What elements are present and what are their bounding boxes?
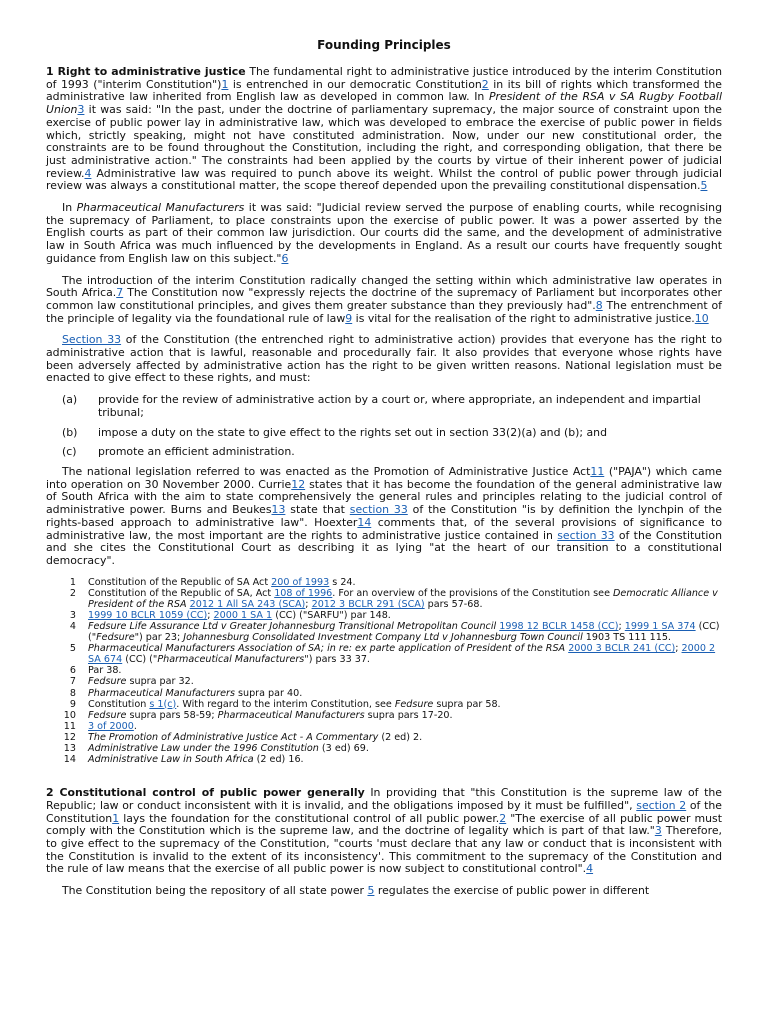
text-run: of the Constitution "is by definition the lynchpin of the rights-based approach to administrative law". Hoexter: [46, 503, 723, 529]
text-run: of the Constitution and she cites the Constitutional Court as describing it as lying "at the heart of our transition to a constitutional democracy".: [46, 528, 722, 567]
footnote-number: 1: [69, 576, 76, 588]
text-run: 1903 TS 111 115.: [582, 632, 671, 644]
list-item-b: [46, 427, 722, 440]
footnote-text: [88, 743, 722, 754]
text-run: it was said: "Judicial review served the purpose of enabling courts, while recognising the supremacy of Parliament, to place constraints upon the exercise of public power. It was a power asserted by the English courts as part of their common law jurisdiction. Our courts did the same, and the development of administrative law in South Africa was much influenced by the developments in England. As a result our courts have frequently sought guidance from English law on this subject.": [46, 201, 722, 265]
s1-paragraph-4: [46, 334, 722, 385]
reference-link[interactable]: 200 of 1993: [271, 576, 330, 588]
italic-text: Johannesburg Consolidated Investment Company Ltd v Johannesburg Town Council: [183, 632, 583, 644]
reference-link[interactable]: 2: [481, 77, 489, 91]
text-run: In providing that "this Constitution is the supreme law of the Republic; law or conduct inconsistent with it is invalid, and the obligations imposed by it must be fulfilled",: [46, 786, 722, 812]
footnote-text: [88, 754, 722, 765]
text-run: (CC) ("SARFU") par 148.: [272, 609, 391, 621]
reference-link[interactable]: 3: [654, 824, 662, 838]
text-run: of the Constitution: [46, 798, 722, 825]
text-run: (2 ed) 2.: [378, 731, 423, 743]
footnote-item: [46, 754, 722, 765]
text-run: Constitution of the Republic of SA, Act: [88, 587, 275, 599]
text-run: (CC) (": [122, 654, 158, 666]
italic-text: Pharmaceutical Manufacturers: [76, 201, 245, 215]
reference-link[interactable]: 4: [586, 862, 594, 876]
s1-paragraph-1: [46, 66, 722, 193]
reference-link[interactable]: 1998 12 BCLR 1458 (CC): [499, 620, 619, 632]
footnote-text: [88, 721, 722, 732]
italic-text: Pharmaceutical Manufacturers: [157, 654, 305, 666]
reference-link[interactable]: 4: [84, 166, 92, 180]
footnote-item: [46, 643, 722, 665]
footnote-number: 8: [69, 687, 76, 699]
text-run: Administrative law was required to punch above its weight. Whilst the control of public power through judicial review was always a constitutional matter, the scope thereof depended upon the prevailing constitutional dispensation.: [46, 166, 722, 193]
footnote-text: [88, 676, 722, 687]
italic-text: Fedsure: [96, 632, 135, 644]
list-item-text: promote an efficient administration.: [98, 445, 295, 459]
text-run: supra par 32.: [126, 676, 194, 688]
text-run: The introduction of the interim Constitution radically changed the setting within which administrative law operates in South Africa.: [46, 273, 722, 300]
footnote-text: [88, 610, 722, 621]
footnote-item: [46, 577, 722, 588]
text-run: . With regard to the interim Constitution, see: [176, 698, 395, 710]
text-run: pars 57-68.: [424, 598, 483, 610]
footnote-item: [46, 621, 722, 643]
reference-link[interactable]: 2000 3 BCLR 241 (CC): [568, 643, 676, 655]
footnote-text: [88, 665, 722, 676]
s2-paragraph-1: [46, 787, 722, 876]
text-run: ;: [207, 609, 214, 621]
footnote-text: [88, 710, 722, 721]
text-run: (CC) (": [88, 620, 720, 644]
s1-paragraph-5: [46, 466, 722, 568]
italic-text: Fedsure: [88, 709, 127, 721]
reference-link[interactable]: 2012 3 BCLR 291 (SCA): [311, 598, 425, 610]
list-item-label: (b): [62, 425, 78, 439]
footnote-text: [88, 688, 722, 699]
reference-link[interactable]: 2: [499, 811, 507, 825]
text-run: in its bill of rights which transformed the administrative law inherited from English law as developed in common law. In: [46, 77, 723, 104]
footnote-item: [46, 721, 722, 732]
footnote-text: [88, 621, 722, 643]
reference-link[interactable]: 2000 2 SA 674: [88, 643, 716, 666]
footnote-number: 2: [69, 587, 76, 599]
italic-text: Administrative Law under the 1996 Constitution: [88, 743, 319, 755]
section-1-heading: 1 Right to administrative justice: [46, 65, 246, 78]
text-run: ;: [618, 620, 625, 632]
footnote-item: [46, 688, 722, 699]
page-title: Founding Principles: [317, 38, 451, 52]
italic-text: Fedsure Life Assurance Ltd v Greater Johannesburg Transitional Metropolitan Council: [88, 620, 497, 632]
reference-link[interactable]: 108 of 1996: [274, 587, 333, 599]
reference-link[interactable]: 8: [595, 298, 603, 312]
text-run: The entrenchment of the principle of legality via the foundational rule of law: [46, 298, 722, 325]
reference-link[interactable]: Section 33: [62, 333, 122, 347]
reference-link[interactable]: 13: [271, 503, 286, 517]
text-run: supra pars 17-20.: [364, 709, 453, 721]
footnote-number: 12: [63, 731, 76, 743]
text-run: supra par 58.: [433, 698, 501, 710]
reference-link[interactable]: 1: [221, 77, 229, 91]
italic-text: President of the RSA v SA Rugby Football Union: [46, 90, 722, 117]
footnote-item: [46, 676, 722, 687]
list-item-a: [46, 394, 722, 419]
footnote-item: [46, 588, 722, 610]
text-run: ;: [675, 643, 682, 655]
s1-paragraph-2: [46, 202, 722, 266]
footnote-number: 7: [69, 676, 76, 688]
text-run: The national legislation referred to was enacted as the Promotion of Administrative Justice Act: [62, 464, 591, 478]
footnote-item: [46, 610, 722, 621]
text-run: state that: [285, 503, 350, 517]
text-run: Constitution of the Republic of SA Act: [88, 576, 272, 588]
footnote-number: 3: [69, 609, 76, 621]
text-run: In: [62, 201, 77, 215]
list-item-c: [46, 446, 722, 459]
italic-text: The Promotion of Administrative Justice Act - A Commentary: [88, 731, 379, 743]
footnote-number: 14: [63, 754, 76, 766]
italic-text: Fedsure: [88, 676, 127, 688]
text-run: Constitution: [88, 698, 150, 710]
footnote-text: [88, 577, 722, 588]
list-item-label: (c): [62, 445, 77, 459]
list-item-text: impose a duty on the state to give effect to the rights set out in section 33(2)(a) and (b); and: [98, 425, 607, 439]
footnote-text: [88, 643, 722, 665]
reference-link[interactable]: 1999 10 BCLR 1059 (CC): [88, 609, 208, 621]
text-run: is vital for the realisation of the right to administrative justice.: [352, 311, 695, 325]
reference-link[interactable]: s 1(c): [149, 698, 177, 710]
reference-link[interactable]: 5: [367, 884, 375, 898]
text-run: Therefore, to give effect to the supremacy of the Constitution, "courts 'must declare that any law or conduct that is inconsistent with the Constitution is invalid to the extent of its inconsistency'. This commitment to the supremacy of the Constitution and the rule of law means that the exercise of all public power is now subject to constitutional control".: [46, 824, 722, 876]
list-item-label: (a): [62, 393, 78, 407]
text-run: supra pars 58-59;: [126, 709, 218, 721]
footnote-item: [46, 743, 722, 754]
text-run: states that it has become the foundation of the general administrative law of South Africa with the aim to state comprehensively the general rules and principles relating to the judicial control of administrative power. Burns and Beukes: [46, 477, 722, 517]
s2-paragraph-2: [46, 885, 722, 898]
reference-link[interactable]: 1999 1 SA 374: [624, 620, 696, 632]
footnote-text: [88, 699, 722, 710]
reference-link[interactable]: 12: [291, 477, 306, 491]
reference-link[interactable]: section 33: [557, 528, 615, 542]
reference-link[interactable]: 3 of 2000: [88, 720, 134, 732]
footnote-number: 13: [63, 743, 76, 755]
reference-link[interactable]: 11: [590, 464, 605, 478]
footnote-number: 10: [63, 709, 76, 721]
text-run: The fundamental right to administrative justice introduced by the interim Constitution of 1993 ("interim Constitution"): [46, 65, 722, 91]
reference-link[interactable]: section 33: [349, 503, 408, 517]
footnote-item: [46, 710, 722, 721]
footnote-text: [88, 732, 722, 743]
text-run: (2 ed) 16.: [253, 754, 304, 766]
footnote-number: 6: [69, 665, 76, 677]
footnote-number: 4: [69, 620, 76, 632]
text-run: supra par 40.: [234, 687, 303, 699]
text-run: s 24.: [329, 576, 356, 588]
reference-link[interactable]: section 2: [636, 798, 687, 812]
reference-link[interactable]: 7: [116, 286, 124, 300]
italic-text: Pharmaceutical Manufacturers Association of SA; in re: ex parte application of President of the RSA: [88, 643, 566, 655]
list-item-text: provide for the review of administrative action by a court or, where appropriate, an independent and impartial tribunal;: [98, 393, 701, 419]
reference-link[interactable]: 1: [112, 811, 120, 825]
reference-link[interactable]: 2000 1 SA 1: [213, 609, 273, 621]
footnote-number: 11: [63, 720, 76, 732]
italic-text: Fedsure: [394, 698, 434, 710]
reference-link[interactable]: 3: [77, 103, 85, 117]
text-run: ;: [305, 598, 312, 610]
footnote-text: [88, 588, 722, 610]
text-run: The Constitution being the repository of all state power: [62, 884, 368, 898]
text-run: The Constitution now "expressly rejects the doctrine of the supremacy of Parliament but incorporates other common law constitutional principles, and gives them greater substance than they previously had".: [46, 286, 722, 312]
footnote-item: [46, 699, 722, 710]
text-run: of the Constitution (the entrenched right to administrative action) provides that everyone has the right to administrative action that is lawful, reasonable and procedurally fair. It also provides that everyone whose rights have been adversely affected by administrative action has the right to be given written reasons. National legislation must be enacted to give effect to these rights, and must:: [46, 333, 722, 385]
reference-link[interactable]: 6: [281, 251, 289, 265]
text-run: comments that, of the several provisions of significance to administrative law, the most important are the rights to administrative justice contained in: [46, 515, 722, 542]
text-run: Par 38.: [88, 665, 122, 677]
text-run: . For an overview of the provisions of the Constitution see: [332, 587, 614, 599]
italic-text: Pharmaceutical Manufacturers: [217, 709, 365, 721]
text-run: lays the foundation for the constitutional control of all public power.: [119, 811, 500, 825]
footnote-number: 9: [69, 698, 76, 710]
italic-text: Democratic Alliance v President of the RSA: [88, 587, 718, 610]
text-run: (3 ed) 69.: [318, 743, 369, 755]
footnote-item: [46, 732, 722, 743]
reference-link[interactable]: 2012 1 All SA 243 (SCA): [189, 598, 306, 610]
reference-link[interactable]: 5: [700, 179, 708, 193]
s1-paragraph-3: [46, 275, 722, 326]
footnotes-list: [46, 577, 722, 766]
footnote-item: [46, 665, 722, 676]
reference-link[interactable]: 14: [357, 515, 372, 529]
text-run: it was said: "In the past, under the doctrine of parliamentary supremacy, the major source of constraint upon the exercise of public power lay in administrative law, which was developed to embrace the exercise of public power in fields which, strictly speaking, might not have constituted administration. Now, under our new constitutional order, the constraints are to be found throughout the Constitution, including the right, and corresponding obligation, that there be just administrative action." The constraints had been applied by the courts by virtue of their inherent power of judicial review.: [46, 103, 722, 180]
reference-link[interactable]: 10: [694, 311, 709, 325]
text-run: ") par 23;: [134, 632, 184, 644]
text-run: ") pars 33 37.: [304, 654, 370, 666]
text-run: is entrenched in our democratic Constitution: [228, 77, 482, 91]
text-run: ("PAJA") which came into operation on 30 November 2000. Currie: [46, 464, 722, 491]
text-run: "The exercise of all public power must comply with the Constitution which is the supreme law, and the doctrine of legality which is part of that law.": [46, 811, 722, 838]
text-run: .: [133, 720, 137, 732]
footnote-number: 5: [69, 643, 76, 655]
reference-link[interactable]: 9: [345, 311, 353, 325]
italic-text: Administrative Law in South Africa: [88, 754, 254, 766]
section-2-heading: 2 Constitutional control of public power generally: [46, 786, 365, 800]
text-run: regulates the exercise of public power in different: [374, 884, 650, 898]
italic-text: Pharmaceutical Manufacturers: [88, 687, 235, 699]
